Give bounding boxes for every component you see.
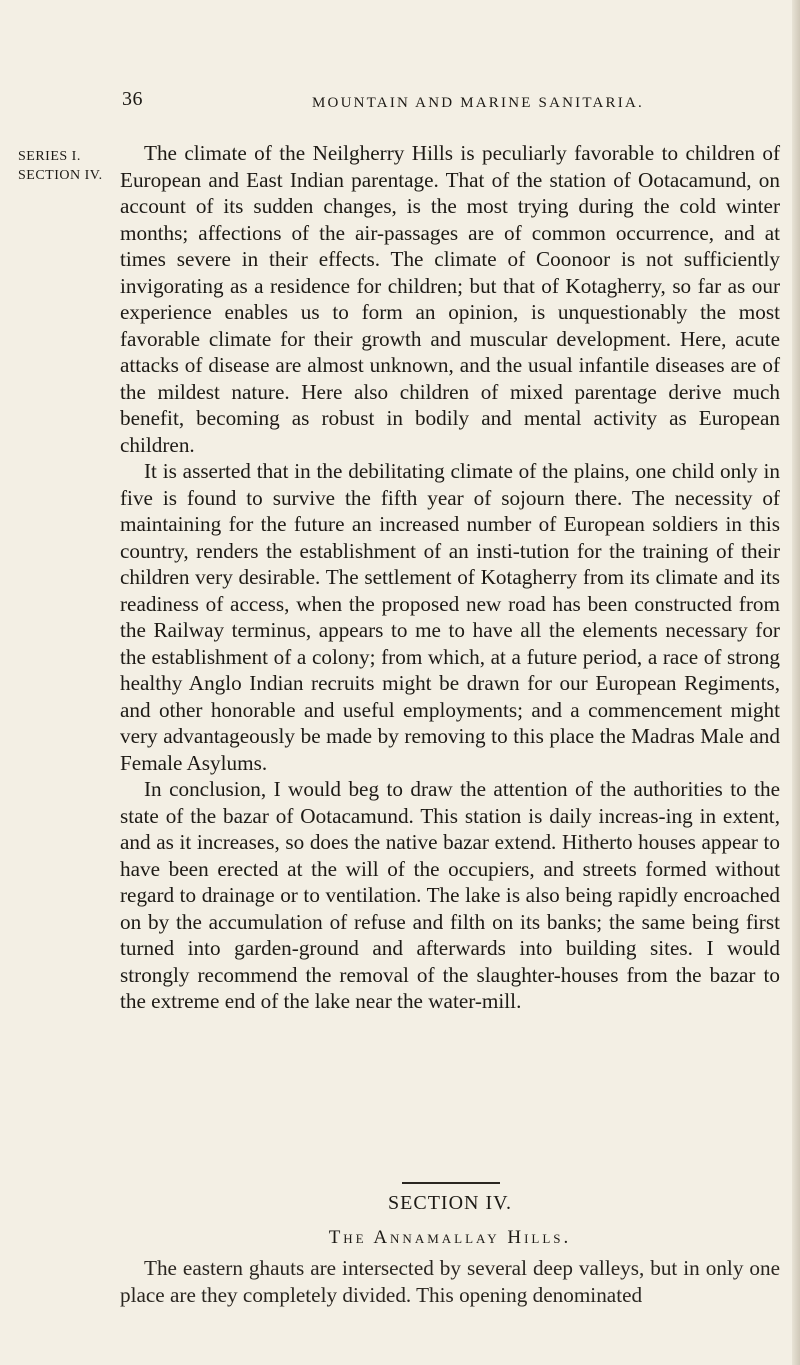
section-divider-rule: [402, 1182, 500, 1184]
section-heading: SECTION IV.: [388, 1192, 512, 1214]
margin-section-label: SECTION IV.: [18, 168, 103, 183]
section-subheading: The Annamallay Hills.: [328, 1227, 572, 1248]
paragraph: In conclusion, I would beg to draw the attention of the authorities to the state of the bazar of Ootacamund. This station is daily increas-ing in extent, and as it increases, so does the native bazar extend. Hitherto houses appear to have been erected at the will of the occupiers, and streets formed without regard to drainage or to ventilation. The lake is also being rapidly encroached on by the accumulation of refuse and filth on its banks; the same being first turned into garden-ground and afterwards into building sites. I would strongly recommend the removal of the slaughter-houses from the bazar to the extreme end of the lake near the water-mill.: [120, 777, 780, 1013]
margin-series-label: SERIES I.: [18, 149, 81, 164]
paragraph: The eastern ghauts are intersected by several deep valleys, but in only one place are they completely divided. This opening denominated: [120, 1256, 780, 1307]
section-text: [120, 1255, 780, 1308]
running-head: MOUNTAIN AND MARINE SANITARIA.: [312, 95, 644, 111]
page-number: 36: [122, 88, 143, 110]
paragraph: The climate of the Neilgherry Hills is peculiarly favorable to children of European and East Indian parentage. That of the station of Ootacamund, on account of its sudden changes, is the most trying during the cold winter months; affections of the air-passages are of common occurrence, and at times severe in their effects. The climate of Coonoor is not sufficiently invigorating as a residence for children; but that of Kotagherry, so far as our experience enables us to form an opinion, is unquestionably the most favorable climate for their growth and muscular development. Here, acute attacks of disease are almost unknown, and the usual infantile diseases are of the mildest nature. Here also children of mixed parentage derive much benefit, becoming as robust in bodily and mental activity as European children.: [120, 141, 780, 457]
page-edge: [792, 0, 800, 1365]
margin-note: [18, 147, 103, 185]
body-text: [120, 140, 780, 1015]
paragraph: It is asserted that in the debilitating climate of the plains, one child only in five is found to survive the fifth year of sojourn there. The necessity of maintaining for the future an increased number of European soldiers in this country, renders the establishment of an insti-tution for the training of their children very desirable. The settlement of Kotagherry from its climate and its readiness of access, when the proposed new road has been constructed from the Railway terminus, appears to me to have all the elements necessary for the establishment of a colony; from which, at a future period, a race of strong healthy Anglo Indian recruits might be drawn for our European Regiments, and other honorable and useful employments; and a commencement might very advantageously be made by removing to this place the Madras Male and Female Asylums.: [120, 459, 780, 775]
